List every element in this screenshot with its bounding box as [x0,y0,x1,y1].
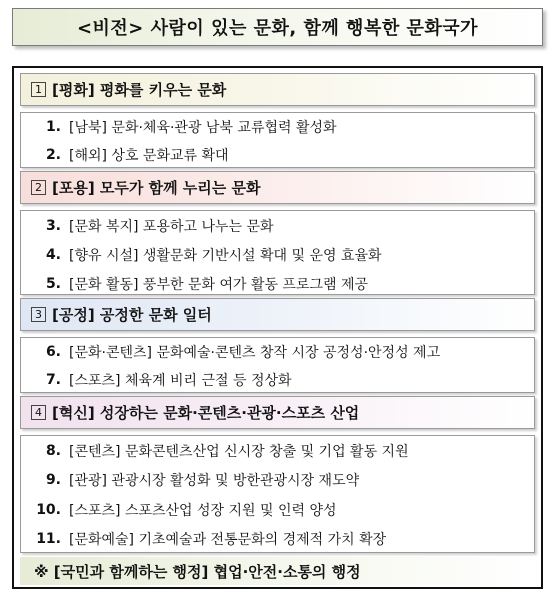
item-text: [남북] 문화·체육·관광 남북 교류협력 활성화 [69,120,337,136]
section-items-fairness [20,337,535,393]
item-index: 1. [45,119,61,135]
list-item [21,495,534,525]
item-index: 10. [36,501,61,518]
item-index: 4. [45,246,61,263]
section-title: [포용] 모두가 함께 누리는 문화 [52,179,261,197]
item-text: [문화 복지] 포용하고 나누는 문화 [69,218,274,235]
list-item [21,113,534,141]
list-item [21,269,534,298]
item-index: 3. [45,217,61,234]
section-title: [공정] 공정한 문화 일터 [52,306,212,324]
item-index: 7. [45,372,61,388]
item-index: 6. [45,344,61,360]
item-text: [스포츠] 스포츠산업 성장 지원 및 인력 양성 [69,502,337,519]
item-text: [향유 시설] 생활문화 기반시설 확대 및 운영 효율화 [69,247,382,264]
section-header-peace [20,73,535,106]
item-index: 5. [45,275,61,292]
section-header-inclusion [20,171,535,204]
section-items-inclusion [20,210,535,295]
item-index: 9. [45,472,61,489]
section-number-box: 1 [31,82,46,97]
list-item [21,366,534,394]
item-text: [스포츠] 체육계 비리 근절 등 정상화 [69,373,292,389]
list-item [21,211,534,240]
item-index: 2. [45,147,61,163]
section-number-box: 4 [31,405,46,420]
list-item [21,141,534,169]
section-number-box: 2 [31,180,46,195]
list-item [21,466,534,496]
list-item [21,240,534,269]
vision-title: <비전> 사람이 있는 문화, 함께 행복한 문화국가 [12,8,543,46]
item-text: [콘텐츠] 문화콘텐츠산업 신시장 창출 및 기업 활동 지원 [69,443,409,460]
list-item [21,525,534,555]
strategy-frame [12,66,543,589]
list-item [21,338,534,366]
item-index: 8. [45,442,61,459]
footer-note: ※ [국민과 함께하는 행정] 협업·안전·소통의 행정 [20,557,535,585]
section-title: [혁신] 성장하는 문화·콘텐츠·관광·스포츠 산업 [52,404,360,422]
list-item [21,436,534,466]
item-text: [문화예술] 기초예술과 전통문화의 경제적 가치 확장 [69,532,387,549]
section-items-innovation [20,435,535,553]
section-title: [평화] 평화를 키우는 문화 [52,81,227,99]
section-number-box: 3 [31,307,46,322]
item-text: [관광] 관광시장 활성화 및 방한관광시장 재도약 [69,473,360,490]
item-text: [문화·콘텐츠] 문화예술·콘텐츠 창작 시장 공정성·안정성 제고 [69,345,441,361]
item-text: [해외] 상호 문화교류 확대 [69,148,229,164]
item-text: [문화 활동] 풍부한 문화 여가 활동 프로그램 제공 [69,276,369,293]
section-items-peace [20,112,535,168]
item-index: 11. [36,531,61,548]
section-header-innovation [20,396,535,429]
section-header-fairness [20,298,535,331]
